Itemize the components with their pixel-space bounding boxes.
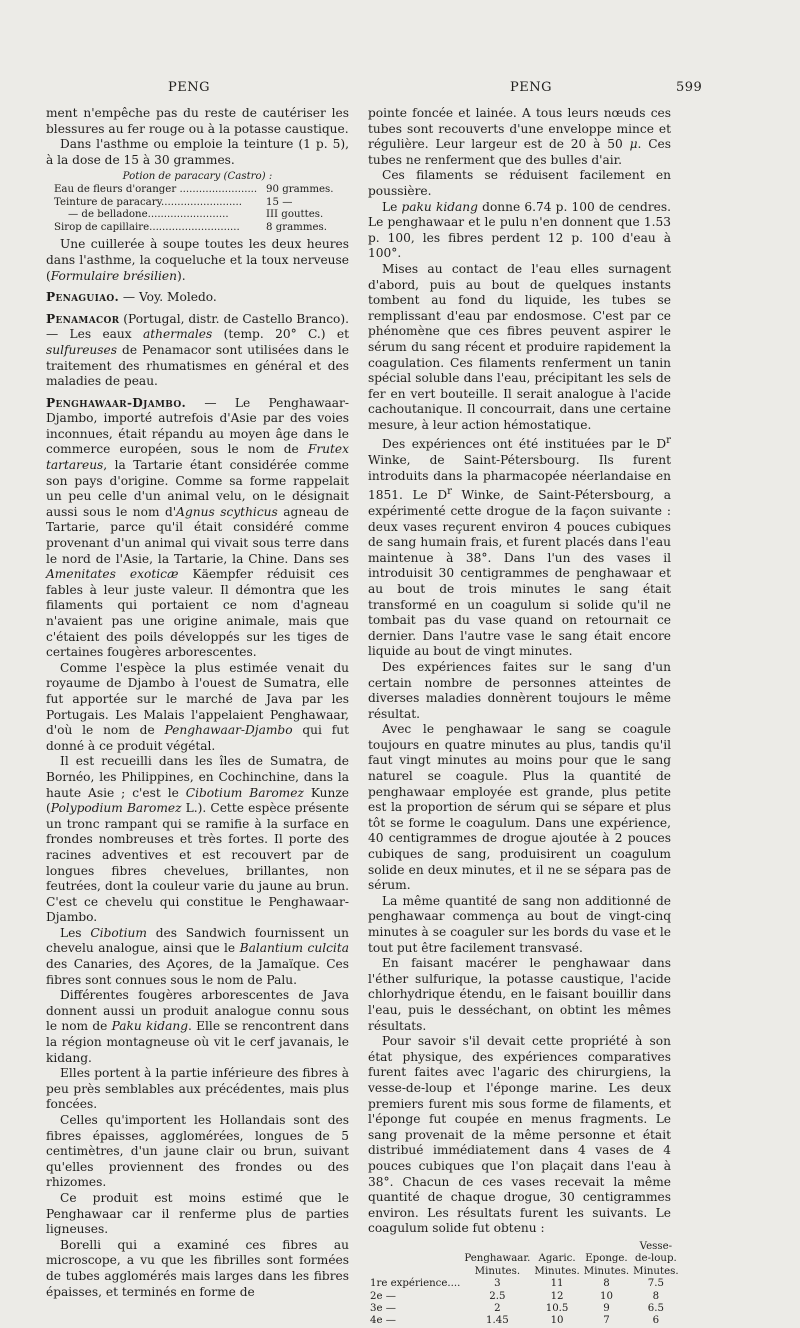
italic-run: Cibotium [90, 925, 147, 940]
table-cell: 10 [599, 1290, 613, 1302]
text-run: Winke, de Saint-Pétersbourg. Ils furent introduits dans la pharmacopée néerlandaise en 1851. Le D [368, 453, 671, 503]
paragraph-faisant: En faisant macérer le penghawaar dans l'éther sulfurique, la potasse caustique, l'acide chlorhydrique étendu, en le faisant bouillir dans l'eau, puis le desséchant, on obtint les mêmes résultats. [368, 956, 671, 1033]
table-unit: Minutes. [534, 1265, 580, 1277]
italic-run: Amenitates exoticæ [46, 567, 179, 582]
paragraph-pour: Pour savoir s'il devait cette propriété à son état physique, des expériences comparatives furent faites avec l'agaric des chirurgiens, la vesse-de-loup et l'éponge marine. Les deux premiers furent mis sous forme de filaments, et l'éponge fut coupée en menus fragments. Le sang provenait de la même personne et était distribué immédiatement dans 4 vases de 4 pouces cubiques que l'on plaçait dans l'eau à 38°. Chacun de ces vases recevait la même quantité de chaque drogue, 30 centigrammes environ. Les résultats furent les suivants. Le coagulum solide fut obtenu : [368, 1034, 671, 1236]
table-header-row [368, 1241, 681, 1266]
table-cell: 7 [603, 1315, 610, 1327]
table-cell: 12 [550, 1290, 564, 1302]
left-column [46, 106, 349, 1300]
text-run: donne 6.74 p. 100 de cendres. Le penghawaar et le pulu n'en donnent que 1.53 p. 100, les fibres perdent 12 p. 100 d'eau à 100°. [368, 199, 671, 261]
paragraph-recueilli [46, 754, 349, 926]
table-cell: 8 [603, 1278, 610, 1290]
paragraph-meme: La même quantité de sang non additionné de penghawaar commença au bout de vingt-cinq minutes à se coaguler sur les bords du vase et le tout put être facilement transvasé. [368, 893, 671, 955]
table-header: Agaric. [538, 1253, 576, 1265]
paragraph-produit: Ce produit est moins estimé que le Penghawaar car il renferme plus de parties ligneuses. [46, 1190, 349, 1237]
entry-penaguiao [46, 290, 349, 306]
italic-run: sulfureuses [46, 342, 117, 357]
text-run: . Ces tubes ne renferment que des bulles d'air. [368, 137, 671, 167]
table-unit: Minutes. [474, 1265, 521, 1277]
right-column [368, 106, 679, 1328]
table-cell: 3 [494, 1278, 501, 1290]
superscript: r [666, 435, 671, 447]
text-run: (Portugal, distr. de Castello Branco). — Les eaux [46, 311, 349, 342]
formula-quantity: III gouttes. [266, 209, 324, 221]
table-cell: 6 [652, 1315, 660, 1327]
paragraph-experiences [368, 433, 671, 659]
text-run: Les [60, 925, 91, 940]
entry-headword: Penaguiao. [46, 290, 120, 305]
formula-block [46, 171, 349, 234]
formula-quantity: 15 — [266, 196, 293, 208]
entry-penamacor [46, 312, 349, 390]
paragraph-avec: Avec le penghawaar le sang se coagule toujours en quatre minutes au plus, tandis qu'il faut vingt minutes au moins pour que le sang naturel se coagule. Plus la quantité de penghawaar employée est grande, plus petite est la proportion de sérum qui se sépare et plus tôt se forme le coagulum. Dans une expérience, 40 centigrammes de drogue ajoutée à 2 pouces cubiques de sang, produisirent un coagulum solide en deux minutes, et il ne se sépara pas de sérum. [368, 722, 671, 893]
table-unit [368, 1266, 462, 1278]
table-units-row [368, 1266, 681, 1278]
paragraph-pointe [368, 106, 671, 168]
paragraph-paku [368, 200, 671, 262]
running-head-left: PENG [168, 80, 210, 95]
table-cell: 10 [550, 1315, 564, 1327]
text-run: — Le Penghawaar-Djambo, importé autrefois d'Asie par des voies inconnues, était répandu au moyen âge dans le commerce européen, sous le nom de [46, 395, 349, 457]
entry-headword: Penamacor [46, 311, 120, 326]
paragraph-cuilleree [46, 237, 349, 284]
text-run: (temp. 20° C.) et [212, 327, 350, 342]
table-row-label: 4e — [370, 1315, 396, 1327]
italic-run: Agnus scythicus [176, 504, 278, 519]
paragraph-experiences-2: Des expériences faites sur le sang d'un certain nombre de personnes atteintes de diverses maladies donnèrent toujours le même résultat. [368, 659, 671, 721]
table-row-label: 2e — [370, 1290, 396, 1302]
italic-run: Formulaire brésilien [50, 268, 177, 283]
paragraph-continuation: ment n'empêche pas du reste de cautériser les blessures au fer rouge ou à la potasse caustique. [46, 106, 349, 136]
table-cell: 7.5 [647, 1278, 664, 1290]
text-run: Le [382, 199, 402, 214]
formula-quantity: 8 grammes. [266, 221, 328, 233]
paragraph-mises: Mises au contact de l'eau elles surnagent d'abord, puis au bout de quelques instants tombent au fond du liquide, les tubes se remplissant d'eau par endosmose. C'est par ce phénomène que ces fibres peuvent aspirer le sérum du sang récent et produire rapidement la coagulation. Ces filaments renferment un tanin spécial soluble dans l'eau, précipitant les sels de fer en vert bouteille. Il serait analogue à l'acide cachoutanique. Il concourrait, dans une certaine mesure, à leur action hémostatique. [368, 261, 671, 432]
formula-ingredient: — de belladone......................... [68, 209, 229, 221]
running-head-center: PENG [510, 80, 552, 95]
formula-title: Potion de paracary (Castro) : [122, 171, 273, 183]
text-run: Käempfer réduisit ces fables à leur juste valeur. Il démontra que les filaments qui portaient ce nom d'agneau n'avaient pas une origine animale, mais que c'étaient des poils développés sur les tiges de certaines fougères arborescentes. [46, 567, 349, 660]
text-run: , la Tartarie étant considérée comme son pays d'origine. Comme sa forme rappelait un peu celle d'un animal velu, on le désignait aussi sous le nom d' [46, 458, 349, 519]
formula-row [46, 222, 349, 235]
table-row [368, 1291, 681, 1303]
table-cell: 6.5 [647, 1302, 664, 1314]
formula-ingredient: Eau de fleurs d'oranger ........................ [54, 183, 258, 195]
table-unit: Minutes. [583, 1265, 630, 1277]
paragraph-asthme: Dans l'asthme ou emploie la teinture (1 p. 5), à la dose de 15 à 30 grammes. [46, 137, 349, 167]
entry-text: — Voy. Moledo. [119, 290, 217, 305]
italic-run: Paku kidang [111, 1019, 189, 1034]
table-cell: 2.5 [489, 1290, 506, 1302]
table-cell: 9 [603, 1302, 610, 1314]
text-run: Une cuillerée à soupe toutes les deux heures dans l'asthme, la coqueluche et la toux nerveuse ( [46, 237, 349, 283]
text-run: Des expériences ont été instituées par le D [382, 437, 667, 452]
table-row-label: 1re expérience.... [370, 1278, 461, 1290]
text-run: Kunze ( [46, 785, 350, 816]
formula-ingredient: Sirop de capillaire............................ [54, 221, 240, 233]
italic-run: μ [629, 137, 638, 152]
italic-run: Polypodium Baromez [50, 801, 182, 816]
formula-row [46, 184, 349, 197]
paragraph-elles: Elles portent à la partie inférieure des fibres à peu près semblables aux précédentes, mais plus foncées. [46, 1066, 349, 1112]
italic-run: paku kidang [401, 199, 478, 214]
text-run: Comme l'espèce la plus estimée venait du royaume de Djambo à l'ouest de Sumatra, elle fut apportée sur le marché de Java par les Portugais. Les Malais l'appelaient Penghawaar, d'où le nom de [46, 660, 349, 738]
italic-run: Cibotium Baromez [185, 785, 304, 800]
paragraph-espece [46, 661, 349, 755]
paragraph-celles: Celles qu'importent les Hollandais sont des fibres épaisses, agglomérées, longues de 5 centimètres, d'un jaune clair ou brun, suivant qu'elles proviennent des frondes ou des rhizomes. [46, 1113, 349, 1190]
table-cell: 10.5 [545, 1302, 569, 1314]
table-header: Vesse-de-loup. [635, 1240, 677, 1265]
text-run: pointe foncée et lainée. A tous leurs nœuds ces tubes sont recouverts d'une enveloppe mince et régulière. Leur largeur est de 20 à 50 [368, 106, 671, 152]
table-cell: 1.45 [486, 1315, 509, 1327]
italic-run: Frutex tartareus [46, 442, 349, 473]
formula-quantity: 90 grammes. [266, 183, 334, 195]
table-cell: 2 [494, 1302, 501, 1314]
text-run: ). [176, 268, 186, 283]
italic-run: athermales [143, 327, 213, 342]
text-run: des Canaries, des Açores, de la Jamaïque. Ces fibres sont connues sous le nom de Palu. [46, 957, 349, 987]
results-table [368, 1241, 681, 1328]
paragraph-filaments: Ces filaments se réduisent facilement en poussière. [368, 168, 671, 198]
text-run: Il est recueilli dans les îles de Sumatra, de Bornéo, les Philippines, en Cochinchine, dans la haute Asie ; c'est le [46, 754, 349, 800]
table-header [368, 1241, 462, 1266]
entry-penghawaar-djambo [46, 396, 349, 661]
table-unit: Minutes. [633, 1265, 679, 1277]
text-run: Winke, de Saint-Pétersbourg, a expérimenté cette drogue de la façon suivante : deux vases reçurent environ 4 pouces cubiques de sang humain frais, et furent placés dans l'eau maintenue à 38°. Dans l'un des vases il introduisit 30 centigrammes de penghawaar et au bout de trois minutes le sang était transformé en un coagulum si solide qu'il ne tombait pas du vase quand on retournait ce dernier. Dans l'autre vase le sang était encore liquide au bout de vingt minutes. [368, 488, 672, 659]
italic-run: Balantium culcita [239, 941, 349, 956]
text-run: des Sandwich fournissent un chevelu analogue, ainsi que le [46, 925, 349, 956]
superscript: r [447, 486, 452, 498]
table-row-label: 3e — [370, 1302, 396, 1314]
formula-ingredient: Teinture de paracary......................... [54, 196, 242, 208]
formula-row [46, 209, 349, 222]
table-row [368, 1278, 681, 1290]
text-run: qui fut donné à ce produit végétal. [46, 723, 349, 753]
paragraph-cibotium [46, 926, 349, 988]
text-run: agneau de Tartarie, parce qu'il était considéré comme provenant d'un animal qui vivait sous terre dans le nord de l'Asie, la Tartarie, la Chine. Dans ses [46, 504, 349, 566]
text-run: Différentes fougères arborescentes de Java donnent aussi un produit analogue connu sous le nom de [46, 988, 349, 1034]
table-cell: 8 [652, 1290, 660, 1302]
table-header: Eponge. [585, 1253, 628, 1265]
formula-row [46, 197, 349, 210]
text-run: L.). Cette espèce présente un tronc rampant qui se ramifie à la surface en frondes nombreuses et très fortes. Il porte des racines adventives et est recouvert par de longues fibres chevelues, brillantes, non feutrées, dont la couleur varie du jaune au brun. C'est ce chevelu qui constitue le Penghawaar-Djambo. [46, 801, 349, 925]
paragraph-borelli: Borelli qui a examiné ces fibres au microscope, a vu que les fibrilles sont formées de tubes agglomérés mais larges dans les fibres épaisses, et terminés en forme de [46, 1237, 349, 1299]
page-number: 599 [676, 80, 703, 95]
entry-headword: Penghawaar-Djambo. [46, 395, 187, 410]
italic-run: Penghawaar-Djambo [164, 723, 293, 738]
table-row [368, 1303, 681, 1315]
text-run: de Penamacor sont utilisées dans le traitement des rhumatismes en général et des maladies de peau. [46, 342, 349, 389]
table-row [368, 1315, 681, 1327]
paragraph-differentes [46, 988, 349, 1066]
table-cell: 11 [550, 1278, 564, 1290]
text-run: . Elle se rencontrent dans la région montagneuse où vit le cerf javanais, le kidang. [46, 1019, 349, 1065]
table-header: Penghawaar. [464, 1253, 531, 1265]
